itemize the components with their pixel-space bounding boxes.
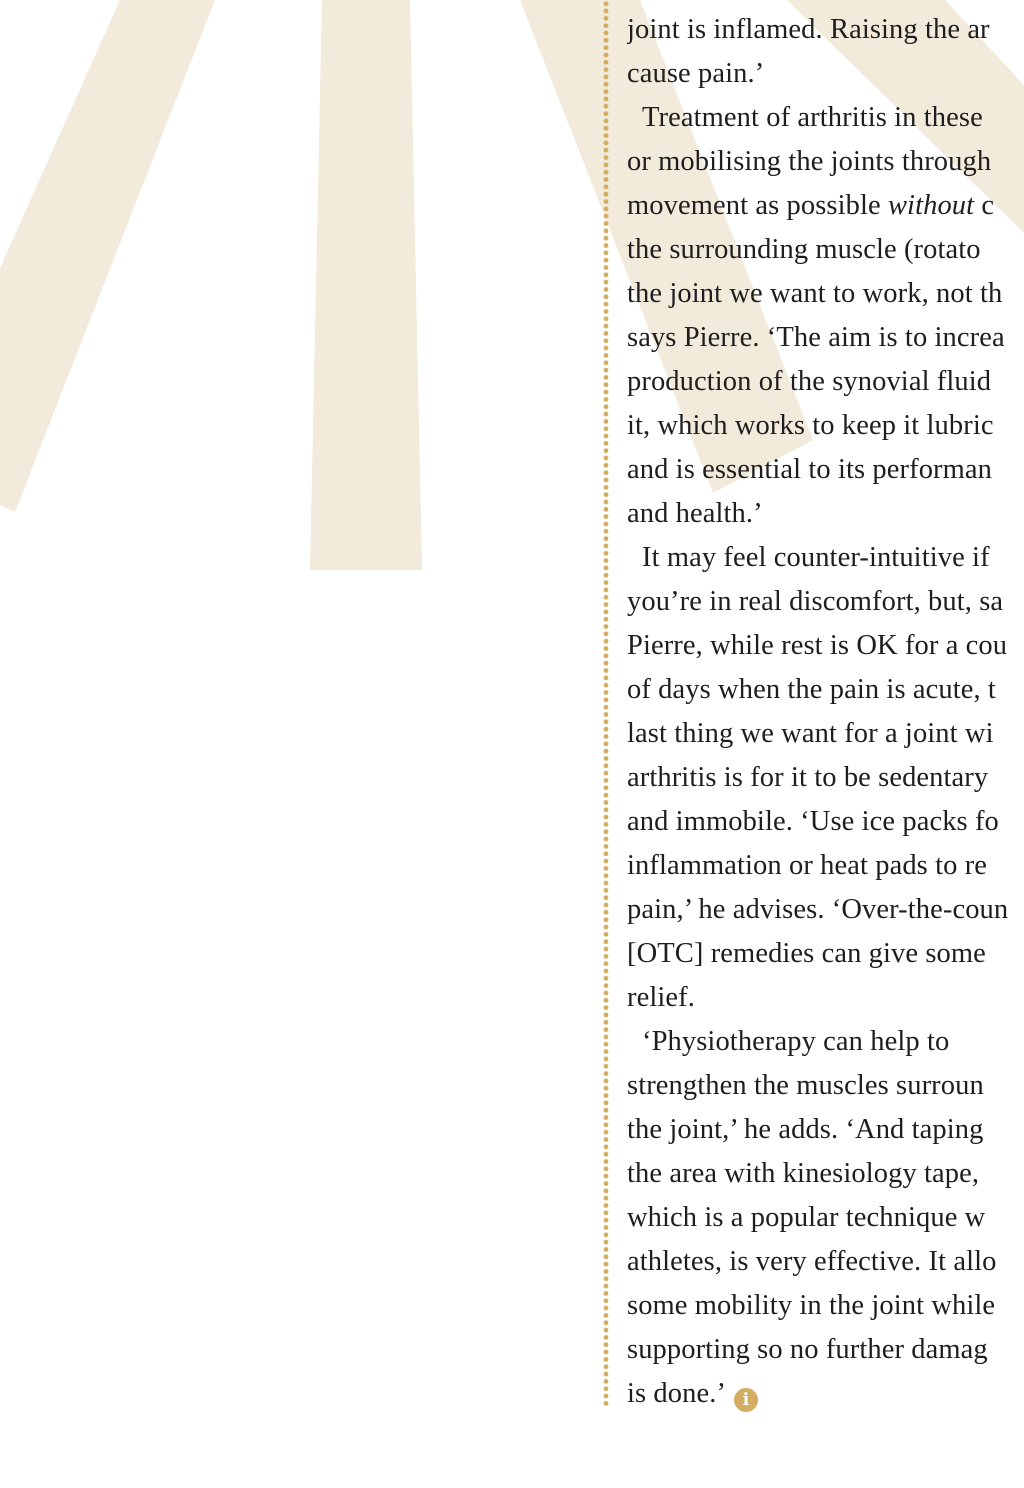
text-line xyxy=(627,1240,1024,1284)
text-segment: Pierre, while rest is OK for a cou xyxy=(627,630,1008,661)
text-segment: [OTC] remedies can give some xyxy=(627,938,986,969)
text-line xyxy=(627,272,1024,316)
text-segment: last thing we want for a joint wi xyxy=(627,718,994,749)
text-line xyxy=(627,448,1024,492)
text-segment: production of the synovial fluid xyxy=(627,366,992,397)
text-line xyxy=(627,580,1024,624)
stripe-left xyxy=(0,0,215,512)
text-segment: and immobile. ‘Use ice packs fo xyxy=(627,806,999,837)
stripe-middle xyxy=(310,0,422,570)
text-segment: you’re in real discomfort, but, sa xyxy=(627,586,1004,617)
text-line xyxy=(627,1328,1024,1372)
text-segment: and health.’ xyxy=(627,498,763,529)
text-line xyxy=(627,316,1024,360)
text-line xyxy=(627,888,1024,932)
text-line xyxy=(627,492,1024,536)
text-line xyxy=(627,800,1024,844)
text-line xyxy=(627,96,1024,140)
text-segment: arthritis is for it to be sedentary xyxy=(627,762,989,793)
text-line xyxy=(627,932,1024,976)
text-segment: joint is inflamed. Raising the ar xyxy=(627,14,990,45)
text-segment: relief. xyxy=(627,982,695,1013)
text-line xyxy=(627,536,1024,580)
text-segment: the joint,’ he adds. ‘And taping xyxy=(627,1114,984,1145)
text-segment: strengthen the muscles surroun xyxy=(627,1070,984,1101)
text-line xyxy=(627,52,1024,96)
text-segment: c xyxy=(974,190,995,221)
text-line xyxy=(627,844,1024,888)
text-segment: pain,’ he advises. ‘Over-the-coun xyxy=(627,894,1009,925)
text-segment: of days when the pain is acute, t xyxy=(627,674,996,705)
info-icon: i xyxy=(734,1388,758,1412)
text-segment: it, which works to keep it lubric xyxy=(627,410,994,441)
text-segment: some mobility in the joint while xyxy=(627,1290,996,1321)
text-segment: supporting so no further damag xyxy=(627,1334,988,1365)
text-segment: says Pierre. ‘The aim is to increa xyxy=(627,322,1005,353)
text-line xyxy=(627,668,1024,712)
text-line xyxy=(627,624,1024,668)
text-line xyxy=(627,1284,1024,1328)
text-line xyxy=(627,228,1024,272)
text-segment: It may feel counter-intuitive if xyxy=(642,542,990,573)
text-line xyxy=(627,1152,1024,1196)
text-line xyxy=(627,184,1024,228)
text-segment: athletes, is very effective. It allo xyxy=(627,1246,997,1277)
text-line xyxy=(627,756,1024,800)
dotted-column-rule xyxy=(603,0,609,1408)
text-line xyxy=(627,712,1024,756)
italic-text: without xyxy=(887,190,975,221)
text-segment: the surrounding muscle (rotato xyxy=(627,234,981,265)
text-segment: ‘Physiotherapy can help to xyxy=(642,1026,950,1057)
text-segment: Treatment of arthritis in these xyxy=(642,102,983,133)
text-line xyxy=(627,140,1024,184)
text-line xyxy=(627,976,1024,1020)
text-segment: the area with kinesiology tape, xyxy=(627,1158,980,1189)
text-segment: inflammation or heat pads to re xyxy=(627,850,988,881)
text-line xyxy=(627,404,1024,448)
text-segment: movement as possible xyxy=(627,190,888,221)
article-column xyxy=(627,8,1024,1416)
text-segment: which is a popular technique w xyxy=(627,1202,986,1233)
text-segment: cause pain.’ xyxy=(627,58,765,89)
text-line xyxy=(627,8,1024,52)
text-segment: is done.’ xyxy=(627,1378,727,1409)
text-line xyxy=(627,1108,1024,1152)
text-line xyxy=(627,1020,1024,1064)
text-line xyxy=(627,1196,1024,1240)
text-line xyxy=(627,360,1024,404)
text-segment: the joint we want to work, not th xyxy=(627,278,1003,309)
text-segment: and is essential to its performan xyxy=(627,454,993,485)
text-segment: or mobilising the joints through xyxy=(627,146,992,177)
text-line xyxy=(627,1372,1024,1416)
text-line xyxy=(627,1064,1024,1108)
